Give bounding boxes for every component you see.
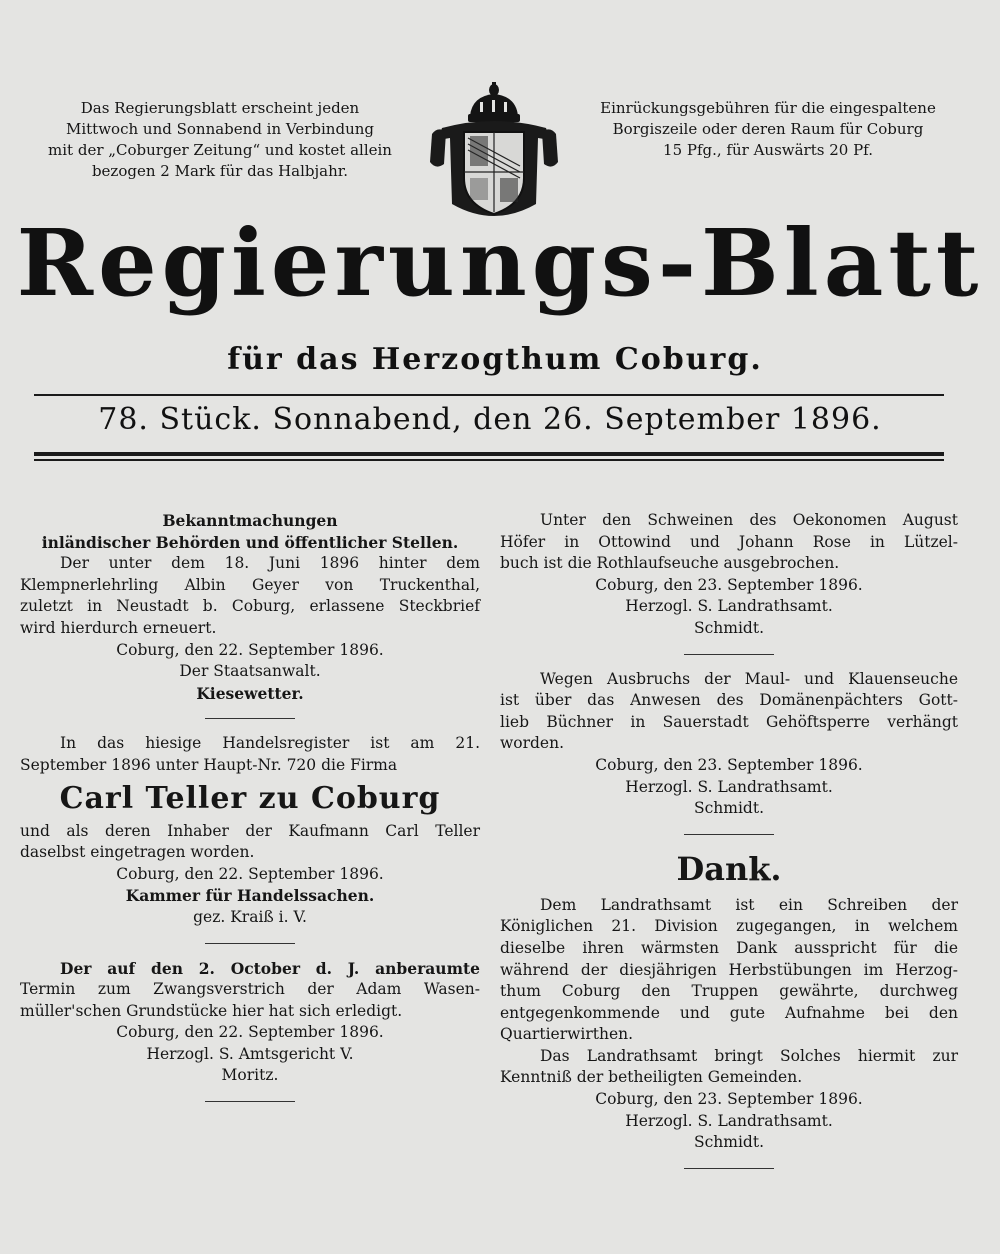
notice-line: zuletzt in Neustadt b. Coburg, erlassene Steckbrief [20,597,480,616]
notice-signature: Kiesewetter. [196,683,304,703]
notice-office: Herzogl. S. Landrathsamt. [625,597,833,616]
notice-signature: Schmidt. [693,1133,764,1152]
separator [684,654,774,655]
notice-signature: Schmidt. [693,799,764,818]
notice-line: Höfer in Ottowind und Johann Rose in Lützel- [500,532,958,551]
notice-line: Der auf den 2. October d. J. anberaumte [60,958,480,978]
notice-date: Coburg, den 23. September 1896. [595,755,863,774]
notice-line: Klempnerlehrling Albin Geyer von Truckenthal, [20,575,480,594]
notice-date: Coburg, den 22. September 1896. [116,640,384,659]
separator [684,1168,774,1169]
notice-line: worden. [500,734,565,753]
issue-line: 78. Stück. Sonnabend, den 26. September 1896. [98,402,882,437]
rates-line: Borgiszeile oder deren Raum für Coburg [612,120,924,138]
masthead-subtitle: für das Herzogthum Coburg. [227,342,763,377]
notice-line: In das hiesige Handelsregister ist am 21. [60,734,480,753]
notice-line: Wegen Ausbruchs der Maul- und Klauenseuche [540,669,958,688]
notice-line: Das Landrathsamt bringt Solches hiermit zur [540,1046,958,1065]
notice-line: dieselbe ihren wärmsten Dank ausspricht für die [500,938,958,957]
notice-signature: Moritz. [221,1066,279,1085]
notice-thanks [500,849,958,1154]
notice-line: September 1896 unter Haupt-Nr. 720 die Firma [20,755,398,774]
notice-line: müller'schen Grundstücke hier hat sich erledigt. [20,1001,403,1020]
notice-warrant [20,553,480,704]
notice-swine-disease [500,510,958,640]
left-column [20,510,480,1116]
section-heading: Bekanntmachungen [162,511,338,530]
notice-line: buch ist die Rothlaufseuche ausgebrochen. [500,554,840,573]
double-rule-upper [34,452,944,456]
notice-office: Kammer für Handelssachen. [125,886,375,906]
notice-line: Termin zum Zwangsverstrich der Adam Wasen- [20,980,480,999]
notice-foot-and-mouth [500,669,958,820]
subscription-line: Mittwoch und Sonnabend in Verbindung [66,120,374,138]
notice-line: Königlichen 21. Division zugegangen, in welchem [500,917,958,936]
separator [205,943,295,944]
notice-line: thum Coburg den Truppen gewährte, durchweg [500,982,958,1001]
notice-line: Quartierwirthen. [500,1025,634,1044]
section-subheading: inländischer Behörden und öffentlicher Stellen. [41,532,459,552]
right-column [500,510,958,1183]
thanks-heading: Dank. [676,849,782,888]
notice-office: Der Staatsanwalt. [179,662,321,681]
subscription-info [40,98,400,182]
notice-office: Herzogl. S. Landrathsamt. [625,1111,833,1130]
notice-signature: Schmidt. [693,618,764,637]
notice-date: Coburg, den 23. September 1896. [595,575,863,594]
notice-line: und als deren Inhaber der Kaufmann Carl Teller [20,821,480,840]
notice-line: wird hierdurch erneuert. [20,618,217,637]
notice-line: Der unter dem 18. Juni 1896 hinter dem [60,554,480,573]
notice-office: Herzogl. S. Landrathsamt. [625,777,833,796]
notice-date: Coburg, den 23. September 1896. [595,1090,863,1109]
subscription-line: mit der „Coburger Zeitung“ und kostet allein [48,141,392,159]
rates-line: Einrückungsgebühren für die eingespaltene [600,99,936,117]
masthead-title: Regierungs-Blatt [16,209,984,317]
notice-line: Unter den Schweinen des Oekonomen August [540,511,958,529]
double-rule-lower [34,459,944,461]
notice-auction-cancelled [20,958,480,1088]
notice-trade-register [20,733,480,928]
notice-line: Kenntniß der betheiligten Gemeinden. [500,1068,803,1087]
firm-name: Carl Teller zu Coburg [59,780,441,816]
separator [205,718,295,719]
subscription-line: Das Regierungsblatt erscheint jeden [80,99,360,117]
subscription-line: bezogen 2 Mark für das Halbjahr. [91,162,349,180]
separator [205,1101,295,1102]
notice-line: Dem Landrathsamt ist ein Schreiben der [540,895,958,914]
notice-line: lieb Büchner in Sauerstadt Gehöftsperre verhängt [500,712,958,731]
top-rule [34,394,944,396]
notice-line: ist über das Anwesen des Domänenpächters Gott- [500,691,958,710]
notice-line: entgegenkommende und gute Aufnahme bei den [500,1003,958,1022]
notice-signature: gez. Kraiß i. V. [193,907,307,926]
advertising-rates [588,98,948,161]
rates-line: 15 Pfg., für Auswärts 20 Pf. [663,141,873,159]
separator [684,834,774,835]
notice-date: Coburg, den 22. September 1896. [116,1023,384,1042]
notice-office: Herzogl. S. Amtsgericht V. [146,1044,354,1063]
notice-line: während der diesjährigen Herbstübungen im Herzog- [500,960,958,979]
notice-date: Coburg, den 22. September 1896. [116,864,384,883]
notice-line: daselbst eingetragen worden. [20,843,255,862]
coat-of-arms-icon [424,78,564,224]
